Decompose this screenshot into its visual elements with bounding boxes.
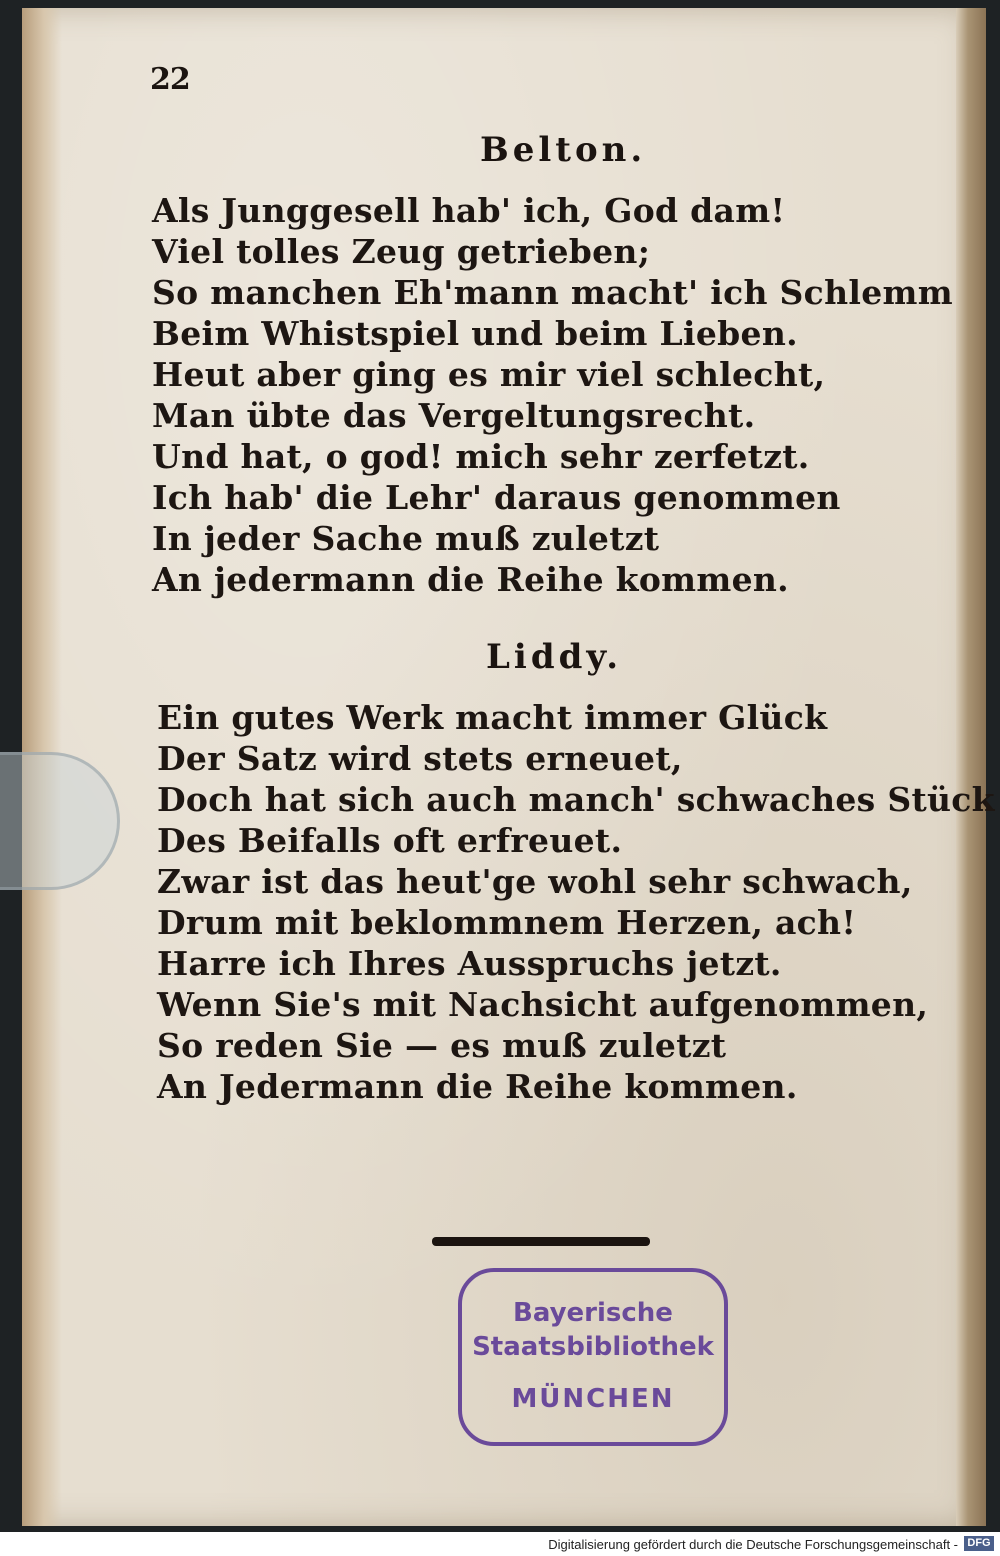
verse-line: Des Beifalls oft erfreuet.	[157, 821, 623, 860]
verse-line: Wenn Sie's mit Nachsicht aufgenommen,	[157, 985, 929, 1024]
stamp-line-3: MÜNCHEN	[511, 1384, 675, 1414]
verse-line: Ein gutes Werk macht immer Glück	[157, 698, 828, 737]
section-heading-liddy: Liddy.	[486, 637, 623, 677]
page-number: 22	[150, 62, 190, 97]
library-stamp	[458, 1268, 728, 1446]
verse-line: Doch hat sich auch manch' schwaches Stück	[157, 780, 995, 819]
verse-line: An Jedermann die Reihe kommen.	[157, 1067, 798, 1106]
verse-line: So manchen Eh'mann macht' ich Schlemm	[152, 273, 953, 312]
stanza-belton	[152, 190, 953, 600]
stamp-line-1: Bayerische	[513, 1298, 673, 1328]
verse-line: Als Junggesell hab' ich, God dam!	[152, 191, 786, 230]
verse-line: So reden Sie — es muß zuletzt	[157, 1026, 727, 1065]
stanza-liddy	[157, 697, 995, 1107]
funding-credit: Digitalisierung gefördert durch die Deutsche Forschungsgemeinschaft -	[548, 1537, 958, 1552]
verse-line: Ich hab' die Lehr' daraus genommen	[152, 478, 841, 517]
closing-rule	[432, 1237, 650, 1246]
verse-line: Heut aber ging es mir viel schlecht,	[152, 355, 826, 394]
verse-line: An jedermann die Reihe kommen.	[152, 560, 789, 599]
verse-line: Zwar ist das heut'ge wohl sehr schwach,	[157, 862, 913, 901]
verse-line: In jeder Sache muß zuletzt	[152, 519, 660, 558]
verse-line: Beim Whistspiel und beim Lieben.	[152, 314, 798, 353]
verse-line: Drum mit beklommnem Herzen, ach!	[157, 903, 857, 942]
dfg-logo-icon: DFG	[964, 1536, 994, 1551]
stamp-line-2: Staatsbibliothek	[472, 1332, 714, 1362]
verse-line: Harre ich Ihres Ausspruchs jetzt.	[157, 944, 782, 983]
verse-line: Viel tolles Zeug getrieben;	[152, 232, 651, 271]
verse-line: Der Satz wird stets erneuet,	[157, 739, 683, 778]
verse-line: Man übte das Vergeltungsrecht.	[152, 396, 756, 435]
verse-line: Und hat, o god! mich sehr zerfetzt.	[152, 437, 810, 476]
section-heading-belton: Belton.	[480, 130, 647, 170]
